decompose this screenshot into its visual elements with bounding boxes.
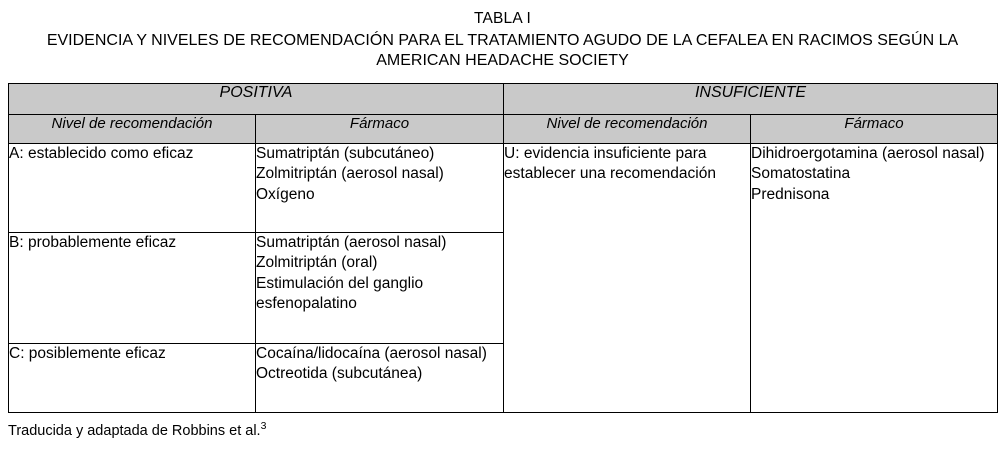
cell-farmacos-c — [256, 344, 504, 413]
list-item: Cocaína/lidocaína (aerosol nasal) — [256, 345, 487, 362]
column-header-nivel-positiva: Nivel de recomendación — [9, 115, 256, 144]
list-item: Dihidroergotamina (aerosol nasal) — [751, 145, 985, 162]
cell-nivel-c: C: posiblemente eficaz — [9, 344, 256, 413]
cell-nivel-u: U: evidencia insuficiente para establecer una recomendación — [504, 144, 751, 413]
cell-farmacos-b — [256, 233, 504, 344]
list-item: Octreotida (subcutánea) — [256, 365, 423, 383]
table-head — [9, 84, 998, 144]
list-item: Estimulación del ganglio esfenopalatino — [256, 274, 424, 313]
column-header-farmaco-insuficiente: Fármaco — [751, 115, 998, 144]
table-row — [9, 144, 998, 233]
list-item: Oxígeno — [256, 185, 315, 203]
list-item: Sumatriptán (aerosol nasal) — [256, 234, 447, 251]
column-header-row — [9, 115, 998, 144]
group-header-positiva: POSITIVA — [9, 84, 504, 115]
column-header-farmaco-positiva: Fármaco — [256, 115, 504, 144]
group-header-insuficiente: INSUFICIENTE — [504, 84, 998, 115]
footnote-text: Traducida y adaptada de Robbins et al. — [8, 422, 261, 439]
list-item: Zolmitriptán (oral) — [256, 254, 378, 272]
cell-farmacos-u — [751, 144, 998, 413]
evidence-table — [8, 83, 998, 413]
table-label: TABLA I — [473, 10, 532, 27]
list-item: Zolmitriptán (aerosol nasal) — [256, 165, 444, 183]
table-title: EVIDENCIA Y NIVELES DE RECOMENDACIÓN PARA EL TRATAMIENTO AGUDO DE LA CEFALEA EN RACIMOS SEGÚN LA AMERICAN HEADACHE SOCIETY — [46, 32, 959, 69]
cell-nivel-b: B: probablemente eficaz — [9, 233, 256, 344]
list-item: Somatostatina — [751, 165, 851, 183]
footnote-reference: 3 — [260, 421, 267, 432]
column-header-nivel-insuficiente: Nivel de recomendación — [504, 115, 751, 144]
list-item: Sumatriptán (subcutáneo) — [256, 145, 435, 162]
table-body — [9, 144, 998, 413]
cell-nivel-a: A: establecido como eficaz — [9, 144, 256, 233]
list-item: Prednisona — [751, 185, 830, 203]
cell-farmacos-a — [256, 144, 504, 233]
table-footnote — [8, 420, 997, 441]
group-header-row — [9, 84, 998, 115]
